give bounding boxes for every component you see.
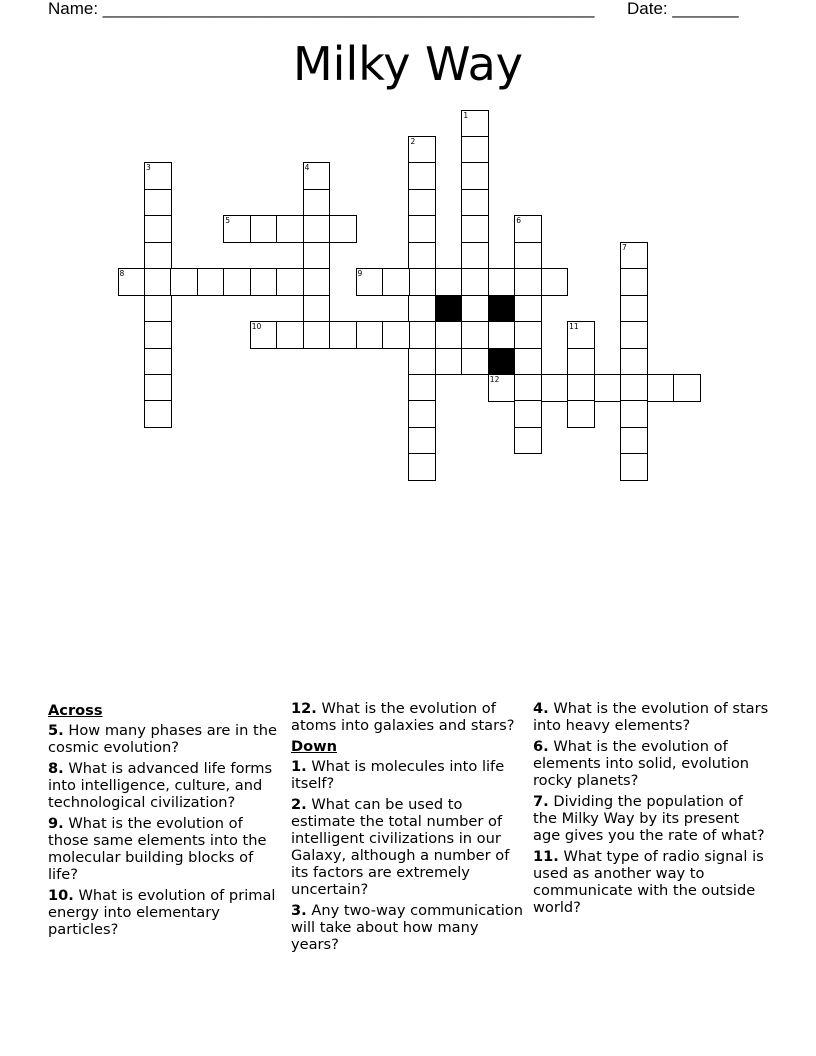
cell-number: 3 (145, 163, 151, 173)
clue-text: What can be used to estimate the total number of intelligent civilizations in our Galaxy, although a number of its factors are extremely uncertain? (291, 796, 510, 898)
clue-text: What is the evolution of those same elements into the molecular building blocks of life? (48, 815, 267, 883)
grid-cell[interactable] (408, 189, 436, 217)
grid-cell[interactable] (461, 348, 489, 376)
grid-cell[interactable] (408, 400, 436, 428)
cell-number: 7 (622, 242, 627, 252)
grid-cell[interactable] (461, 110, 489, 138)
clue-number: 5. (48, 722, 64, 739)
grid-cell[interactable] (408, 136, 436, 164)
grid-cell[interactable] (620, 242, 648, 270)
grid-cell[interactable] (461, 321, 489, 349)
grid-cell[interactable] (435, 348, 463, 376)
grid-cell[interactable] (620, 321, 648, 349)
date-field-label[interactable]: Date: _______ (627, 0, 739, 18)
down-clue-3 (291, 902, 523, 953)
crossword-grid (0, 0, 816, 500)
grid-cell[interactable] (118, 268, 146, 296)
grid-cell[interactable] (356, 321, 384, 349)
grid-cell[interactable] (303, 321, 331, 349)
grid-cell[interactable] (144, 162, 172, 190)
grid-cell[interactable] (594, 374, 622, 402)
grid-cell[interactable] (408, 268, 436, 296)
grid-cell[interactable] (567, 348, 595, 376)
grid-cell[interactable] (514, 348, 542, 376)
grid-cell[interactable] (408, 295, 436, 323)
grid-cell[interactable] (408, 162, 436, 190)
grid-cell[interactable] (303, 189, 331, 217)
across-heading: Across (48, 702, 103, 719)
cell-number: 5 (225, 216, 231, 226)
grid-cell[interactable] (461, 136, 489, 164)
grid-cell[interactable] (276, 268, 304, 296)
grid-cell[interactable] (514, 321, 542, 349)
clue-number: 8. (48, 760, 64, 777)
grid-cell[interactable] (647, 374, 675, 402)
cell-number: 11 (569, 322, 579, 332)
grid-cell[interactable] (461, 242, 489, 270)
grid-cell[interactable] (170, 268, 198, 296)
across-clue-8 (48, 760, 284, 811)
cell-number: 10 (251, 322, 262, 332)
grid-cell[interactable] (620, 453, 648, 481)
grid-cell[interactable] (144, 295, 172, 323)
clue-text: What is the evolution of stars into heavy elements? (533, 700, 769, 734)
grid-cell[interactable] (567, 321, 595, 349)
grid-cell[interactable] (408, 374, 436, 402)
cell-number: 2 (410, 136, 416, 146)
grid-cell[interactable] (514, 268, 542, 296)
clue-number: 3. (291, 902, 307, 919)
grid-cell[interactable] (144, 374, 172, 402)
clue-number: 6. (533, 738, 549, 755)
grid-cell[interactable] (329, 215, 357, 243)
clue-text: What is molecules into life itself? (291, 758, 505, 792)
grid-cell[interactable] (303, 162, 331, 190)
cell-number: 1 (463, 110, 469, 120)
down-clue-6 (533, 738, 769, 789)
grid-cell[interactable] (620, 427, 648, 455)
clue-number: 2. (291, 796, 307, 813)
grid-cell[interactable] (250, 268, 278, 296)
down-clue-4 (533, 700, 769, 734)
grid-cell[interactable] (303, 268, 331, 296)
clue-number: 7. (533, 793, 549, 810)
grid-cell[interactable] (488, 268, 516, 296)
puzzle-title: Milky Way (292, 37, 524, 91)
grid-cell[interactable] (197, 268, 225, 296)
clues-column-2 (291, 700, 523, 957)
grid-cell[interactable] (144, 348, 172, 376)
clue-number: 1. (291, 758, 307, 775)
grid-cell[interactable] (461, 215, 489, 243)
grid-cell[interactable] (329, 321, 357, 349)
clues-column-1 (48, 700, 284, 942)
clue-text: What is the evolution of elements into solid, evolution rocky planets? (533, 738, 749, 789)
grid-cell[interactable] (514, 215, 542, 243)
clue-text: Dividing the population of the Milky Way by its present age gives you the rate of what? (533, 793, 765, 844)
clues-column-3 (533, 700, 769, 920)
grid-cell[interactable] (144, 242, 172, 270)
grid-cell[interactable] (408, 453, 436, 481)
cell-number: 8 (119, 269, 125, 279)
grid-cell[interactable] (408, 348, 436, 376)
grid-cell[interactable] (514, 295, 542, 323)
grid-cell[interactable] (382, 268, 410, 296)
cell-number: 4 (304, 163, 310, 173)
grid-cell[interactable] (541, 268, 569, 296)
grid-cell-blocked (488, 295, 516, 323)
grid-cell[interactable] (488, 374, 516, 402)
grid-cell[interactable] (620, 400, 648, 428)
grid-cell[interactable] (514, 242, 542, 270)
across-clue-12 (291, 700, 523, 734)
grid-cell[interactable] (435, 321, 463, 349)
grid-cell[interactable] (567, 400, 595, 428)
grid-cell[interactable] (408, 215, 436, 243)
clue-text: What is the evolution of atoms into galaxies and stars? (291, 700, 515, 734)
cell-number: 12 (489, 375, 500, 384)
cell-number: 6 (516, 216, 522, 226)
grid-cell[interactable] (303, 242, 331, 270)
grid-cell[interactable] (514, 427, 542, 455)
grid-cell[interactable] (435, 268, 463, 296)
grid-cell[interactable] (382, 321, 410, 349)
grid-cell[interactable] (620, 295, 648, 323)
clue-number: 4. (533, 700, 549, 717)
grid-cell[interactable] (223, 268, 251, 296)
grid-cell-blocked (488, 348, 516, 376)
clue-text: What type of radio signal is used as another way to communicate with the outside world? (533, 848, 764, 916)
clue-number: 9. (48, 815, 64, 832)
grid-cell[interactable] (250, 321, 278, 349)
grid-cell[interactable] (541, 374, 569, 402)
down-clue-2 (291, 796, 523, 898)
grid-cell-blocked (435, 295, 463, 323)
grid-cell[interactable] (223, 215, 251, 243)
down-clue-1 (291, 758, 523, 792)
grid-cell[interactable] (514, 374, 542, 402)
grid-cell[interactable] (303, 295, 331, 323)
grid-cell[interactable] (461, 295, 489, 323)
down-clue-11 (533, 848, 769, 916)
grid-cell[interactable] (356, 268, 384, 296)
clue-text: What is evolution of primal energy into elementary particles? (48, 887, 276, 938)
grid-cell[interactable] (276, 215, 304, 243)
grid-cell[interactable] (620, 348, 648, 376)
across-clue-9 (48, 815, 284, 883)
grid-cell[interactable] (461, 189, 489, 217)
clue-number: 12. (291, 700, 317, 717)
down-heading: Down (291, 738, 338, 755)
grid-cell[interactable] (567, 374, 595, 402)
grid-cell[interactable] (408, 321, 436, 349)
across-clue-5 (48, 722, 284, 756)
grid-cell[interactable] (673, 374, 701, 402)
clue-text: Any two-way communication will take about how many years? (291, 902, 523, 953)
grid-cell[interactable] (250, 215, 278, 243)
clue-number: 10. (48, 887, 74, 904)
grid-cell[interactable] (461, 162, 489, 190)
grid-cell[interactable] (620, 374, 648, 402)
grid-cell[interactable] (514, 400, 542, 428)
cell-number: 9 (357, 269, 363, 279)
grid-cell[interactable] (303, 215, 331, 243)
clue-text: How many phases are in the cosmic evolution? (48, 722, 277, 756)
clue-number: 11. (533, 848, 559, 865)
grid-cell[interactable] (488, 321, 516, 349)
grid-cell[interactable] (144, 321, 172, 349)
grid-cell[interactable] (144, 400, 172, 428)
grid-cell[interactable] (144, 189, 172, 217)
grid-cell[interactable] (276, 321, 304, 349)
down-clue-7 (533, 793, 769, 844)
name-field-label[interactable]: Name: ____________________________________________________ (48, 0, 595, 18)
clue-text: What is advanced life forms into intelligence, culture, and technological civilization? (48, 760, 273, 811)
grid-cell[interactable] (620, 268, 648, 296)
grid-cell[interactable] (408, 427, 436, 455)
grid-cell[interactable] (144, 268, 172, 296)
across-clue-10 (48, 887, 284, 938)
grid-cell[interactable] (461, 268, 489, 296)
grid-cell[interactable] (408, 242, 436, 270)
grid-cell[interactable] (144, 215, 172, 243)
